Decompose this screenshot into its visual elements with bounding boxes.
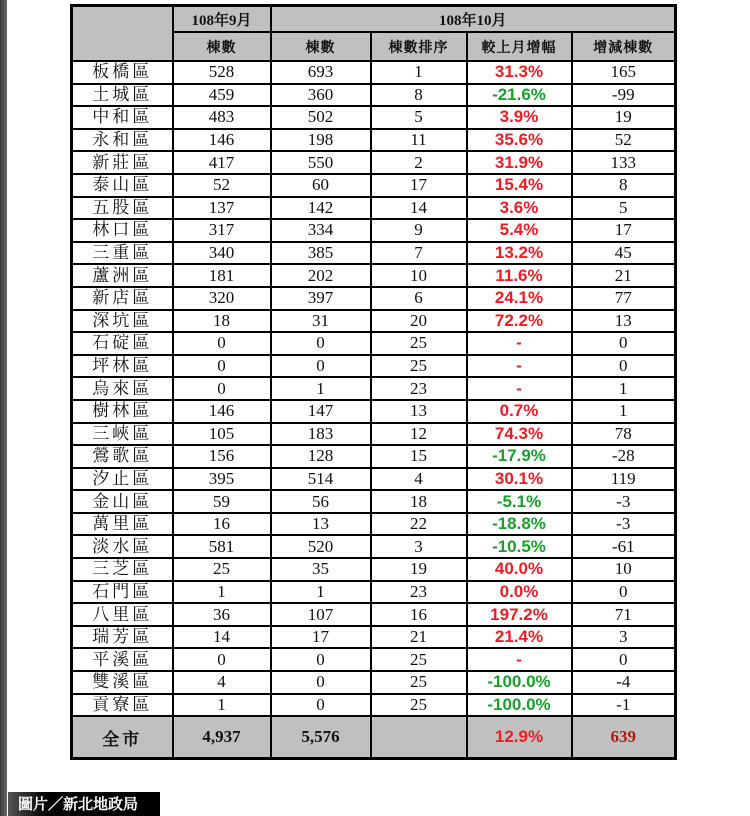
mom-growth: 30.1%: [467, 468, 572, 491]
oct-count: 35: [271, 558, 371, 581]
total-rank: [371, 716, 467, 759]
oct-count: 31: [271, 310, 371, 333]
oct-rank: 7: [371, 242, 467, 265]
mom-growth: 31.9%: [467, 151, 572, 174]
mom-growth: 3.9%: [467, 106, 572, 129]
oct-rank: 25: [371, 332, 467, 355]
oct-count: 520: [271, 535, 371, 558]
table-row: [72, 151, 676, 174]
sep-count: 52: [173, 174, 271, 197]
district-name: 林口區: [72, 219, 173, 242]
diff-count: 5: [572, 197, 676, 220]
oct-count: 397: [271, 287, 371, 310]
table-row: [72, 310, 676, 333]
mom-growth: 197.2%: [467, 603, 572, 626]
mom-growth: 40.0%: [467, 558, 572, 581]
diff-count: 17: [572, 219, 676, 242]
header-sep-count: 棟數: [173, 32, 271, 61]
diff-count: 77: [572, 287, 676, 310]
mom-growth: -100.0%: [467, 671, 572, 694]
table-row: [72, 106, 676, 129]
sep-count: 14: [173, 626, 271, 649]
table-row: [72, 355, 676, 378]
sep-count: 156: [173, 445, 271, 468]
mom-growth: 24.1%: [467, 287, 572, 310]
housing-stats-table: [70, 4, 677, 760]
oct-count: 1: [271, 377, 371, 400]
oct-rank: 4: [371, 468, 467, 491]
district-name: 土城區: [72, 84, 173, 107]
table-row: [72, 400, 676, 423]
district-name: 石碇區: [72, 332, 173, 355]
header-mom-growth: 較上月增幅: [467, 32, 572, 61]
oct-rank: 2: [371, 151, 467, 174]
oct-count: 385: [271, 242, 371, 265]
table-row: [72, 490, 676, 513]
mom-growth: 21.4%: [467, 626, 572, 649]
mom-growth: 0.7%: [467, 400, 572, 423]
mom-growth: 0.0%: [467, 581, 572, 604]
mom-growth: -: [467, 648, 572, 671]
oct-rank: 13: [371, 400, 467, 423]
total-sep-count: 4,937: [173, 716, 271, 759]
oct-rank: 22: [371, 513, 467, 536]
sep-count: 105: [173, 423, 271, 446]
header-oct-rank: 棟數排序: [371, 32, 467, 61]
table-row: [72, 671, 676, 694]
oct-count: 202: [271, 264, 371, 287]
header-oct-count: 棟數: [271, 32, 371, 61]
sep-count: 146: [173, 129, 271, 152]
district-name: 永和區: [72, 129, 173, 152]
oct-rank: 9: [371, 219, 467, 242]
diff-count: 13: [572, 310, 676, 333]
oct-rank: 20: [371, 310, 467, 333]
table-row: [72, 242, 676, 265]
district-name: 新店區: [72, 287, 173, 310]
district-name: 鶯歌區: [72, 445, 173, 468]
oct-count: 60: [271, 174, 371, 197]
diff-count: 119: [572, 468, 676, 491]
table-row: [72, 626, 676, 649]
table-row: [72, 603, 676, 626]
diff-count: 0: [572, 581, 676, 604]
oct-rank: 25: [371, 355, 467, 378]
total-oct-count: 5,576: [271, 716, 371, 759]
oct-count: 0: [271, 671, 371, 694]
viewer-edge: [0, 0, 7, 816]
oct-rank: 15: [371, 445, 467, 468]
oct-rank: 6: [371, 287, 467, 310]
district-name: 汐止區: [72, 468, 173, 491]
mom-growth: 74.3%: [467, 423, 572, 446]
oct-count: 0: [271, 332, 371, 355]
district-name: 烏來區: [72, 377, 173, 400]
district-name: 三芝區: [72, 558, 173, 581]
oct-rank: 21: [371, 626, 467, 649]
oct-count: 693: [271, 61, 371, 84]
district-name: 樹林區: [72, 400, 173, 423]
table-row: [72, 648, 676, 671]
sep-count: 483: [173, 106, 271, 129]
diff-count: 1: [572, 400, 676, 423]
mom-growth: -18.8%: [467, 513, 572, 536]
mom-growth: 5.4%: [467, 219, 572, 242]
sep-count: 0: [173, 377, 271, 400]
mom-growth: -100.0%: [467, 694, 572, 717]
oct-rank: 23: [371, 581, 467, 604]
sep-count: 181: [173, 264, 271, 287]
mom-growth: 15.4%: [467, 174, 572, 197]
sep-count: 581: [173, 535, 271, 558]
oct-rank: 14: [371, 197, 467, 220]
oct-count: 0: [271, 355, 371, 378]
diff-count: 0: [572, 332, 676, 355]
mom-growth: 13.2%: [467, 242, 572, 265]
oct-count: 0: [271, 648, 371, 671]
table-row: [72, 174, 676, 197]
oct-rank: 23: [371, 377, 467, 400]
table-row: [72, 581, 676, 604]
oct-count: 0: [271, 694, 371, 717]
oct-rank: 17: [371, 174, 467, 197]
sep-count: 146: [173, 400, 271, 423]
table-row: [72, 287, 676, 310]
mom-growth: 3.6%: [467, 197, 572, 220]
table-row: [72, 535, 676, 558]
oct-rank: 25: [371, 694, 467, 717]
table-row: [72, 423, 676, 446]
sep-count: 16: [173, 513, 271, 536]
mom-growth: -17.9%: [467, 445, 572, 468]
table-row: [72, 219, 676, 242]
oct-count: 56: [271, 490, 371, 513]
oct-rank: 25: [371, 671, 467, 694]
district-name: 平溪區: [72, 648, 173, 671]
table-row: [72, 558, 676, 581]
diff-count: -28: [572, 445, 676, 468]
table-row: [72, 468, 676, 491]
mom-growth: -: [467, 332, 572, 355]
diff-count: 21: [572, 264, 676, 287]
oct-count: 183: [271, 423, 371, 446]
sep-count: 4: [173, 671, 271, 694]
diff-count: 19: [572, 106, 676, 129]
diff-count: 133: [572, 151, 676, 174]
sep-count: 18: [173, 310, 271, 333]
district-name: 板橋區: [72, 61, 173, 84]
district-name: 八里區: [72, 603, 173, 626]
diff-count: 3: [572, 626, 676, 649]
oct-count: 334: [271, 219, 371, 242]
header-diff-count: 增減棟數: [572, 32, 676, 61]
header-row-months: [72, 6, 676, 33]
oct-count: 514: [271, 468, 371, 491]
district-name: 深坑區: [72, 310, 173, 333]
table-row: [72, 332, 676, 355]
oct-rank: 25: [371, 648, 467, 671]
sep-count: 1: [173, 581, 271, 604]
table-row: [72, 513, 676, 536]
oct-count: 550: [271, 151, 371, 174]
image-credit-caption: 圖片／新北地政局: [8, 792, 160, 816]
oct-rank: 8: [371, 84, 467, 107]
oct-rank: 11: [371, 129, 467, 152]
sep-count: 25: [173, 558, 271, 581]
district-name: 貢寮區: [72, 694, 173, 717]
oct-rank: 5: [371, 106, 467, 129]
sep-count: 36: [173, 603, 271, 626]
diff-count: 0: [572, 355, 676, 378]
oct-count: 142: [271, 197, 371, 220]
oct-count: 502: [271, 106, 371, 129]
sep-count: 320: [173, 287, 271, 310]
sep-count: 395: [173, 468, 271, 491]
diff-count: 165: [572, 61, 676, 84]
district-name: 五股區: [72, 197, 173, 220]
diff-count: 1: [572, 377, 676, 400]
sep-count: 459: [173, 84, 271, 107]
oct-count: 147: [271, 400, 371, 423]
sep-count: 317: [173, 219, 271, 242]
oct-rank: 12: [371, 423, 467, 446]
sep-count: 417: [173, 151, 271, 174]
total-growth: 12.9%: [467, 716, 572, 759]
oct-count: 128: [271, 445, 371, 468]
mom-growth: 11.6%: [467, 264, 572, 287]
oct-count: 360: [271, 84, 371, 107]
corner-cell: [72, 6, 173, 62]
sep-count: 0: [173, 355, 271, 378]
diff-count: 0: [572, 648, 676, 671]
district-name: 雙溪區: [72, 671, 173, 694]
table-body: [72, 61, 676, 716]
oct-rank: 16: [371, 603, 467, 626]
district-name: 瑞芳區: [72, 626, 173, 649]
mom-growth: -10.5%: [467, 535, 572, 558]
sep-count: 340: [173, 242, 271, 265]
oct-count: 17: [271, 626, 371, 649]
table-row: [72, 84, 676, 107]
total-diff: 639: [572, 716, 676, 759]
oct-rank: 1: [371, 61, 467, 84]
table-row: [72, 694, 676, 717]
total-label: 全市: [72, 716, 173, 759]
mom-growth: 72.2%: [467, 310, 572, 333]
diff-count: 10: [572, 558, 676, 581]
district-name: 坪林區: [72, 355, 173, 378]
district-name: 金山區: [72, 490, 173, 513]
diff-count: -61: [572, 535, 676, 558]
oct-count: 1: [271, 581, 371, 604]
mom-growth: -21.6%: [467, 84, 572, 107]
diff-count: 71: [572, 603, 676, 626]
diff-count: 52: [572, 129, 676, 152]
mom-growth: 31.3%: [467, 61, 572, 84]
diff-count: 8: [572, 174, 676, 197]
oct-count: 198: [271, 129, 371, 152]
sep-count: 528: [173, 61, 271, 84]
district-name: 新莊區: [72, 151, 173, 174]
mom-growth: 35.6%: [467, 129, 572, 152]
sep-count: 59: [173, 490, 271, 513]
table-row: [72, 264, 676, 287]
district-name: 石門區: [72, 581, 173, 604]
mom-growth: -: [467, 355, 572, 378]
sep-count: 0: [173, 332, 271, 355]
district-name: 萬里區: [72, 513, 173, 536]
sep-count: 0: [173, 648, 271, 671]
oct-rank: 19: [371, 558, 467, 581]
diff-count: -4: [572, 671, 676, 694]
mom-growth: -: [467, 377, 572, 400]
oct-count: 13: [271, 513, 371, 536]
table-row: [72, 129, 676, 152]
header-sep-month: 108年9月: [173, 6, 271, 33]
diff-count: -3: [572, 513, 676, 536]
table-row: [72, 61, 676, 84]
oct-rank: 18: [371, 490, 467, 513]
oct-rank: 10: [371, 264, 467, 287]
total-row: [72, 716, 676, 759]
diff-count: 45: [572, 242, 676, 265]
district-name: 蘆洲區: [72, 264, 173, 287]
diff-count: -3: [572, 490, 676, 513]
district-name: 三峽區: [72, 423, 173, 446]
table-row: [72, 377, 676, 400]
district-name: 中和區: [72, 106, 173, 129]
sep-count: 1: [173, 694, 271, 717]
sep-count: 137: [173, 197, 271, 220]
diff-count: -99: [572, 84, 676, 107]
header-oct-month: 108年10月: [271, 6, 676, 33]
table-row: [72, 445, 676, 468]
diff-count: 78: [572, 423, 676, 446]
diff-count: -1: [572, 694, 676, 717]
mom-growth: -5.1%: [467, 490, 572, 513]
district-name: 泰山區: [72, 174, 173, 197]
table-row: [72, 197, 676, 220]
oct-rank: 3: [371, 535, 467, 558]
oct-count: 107: [271, 603, 371, 626]
district-name: 淡水區: [72, 535, 173, 558]
district-name: 三重區: [72, 242, 173, 265]
